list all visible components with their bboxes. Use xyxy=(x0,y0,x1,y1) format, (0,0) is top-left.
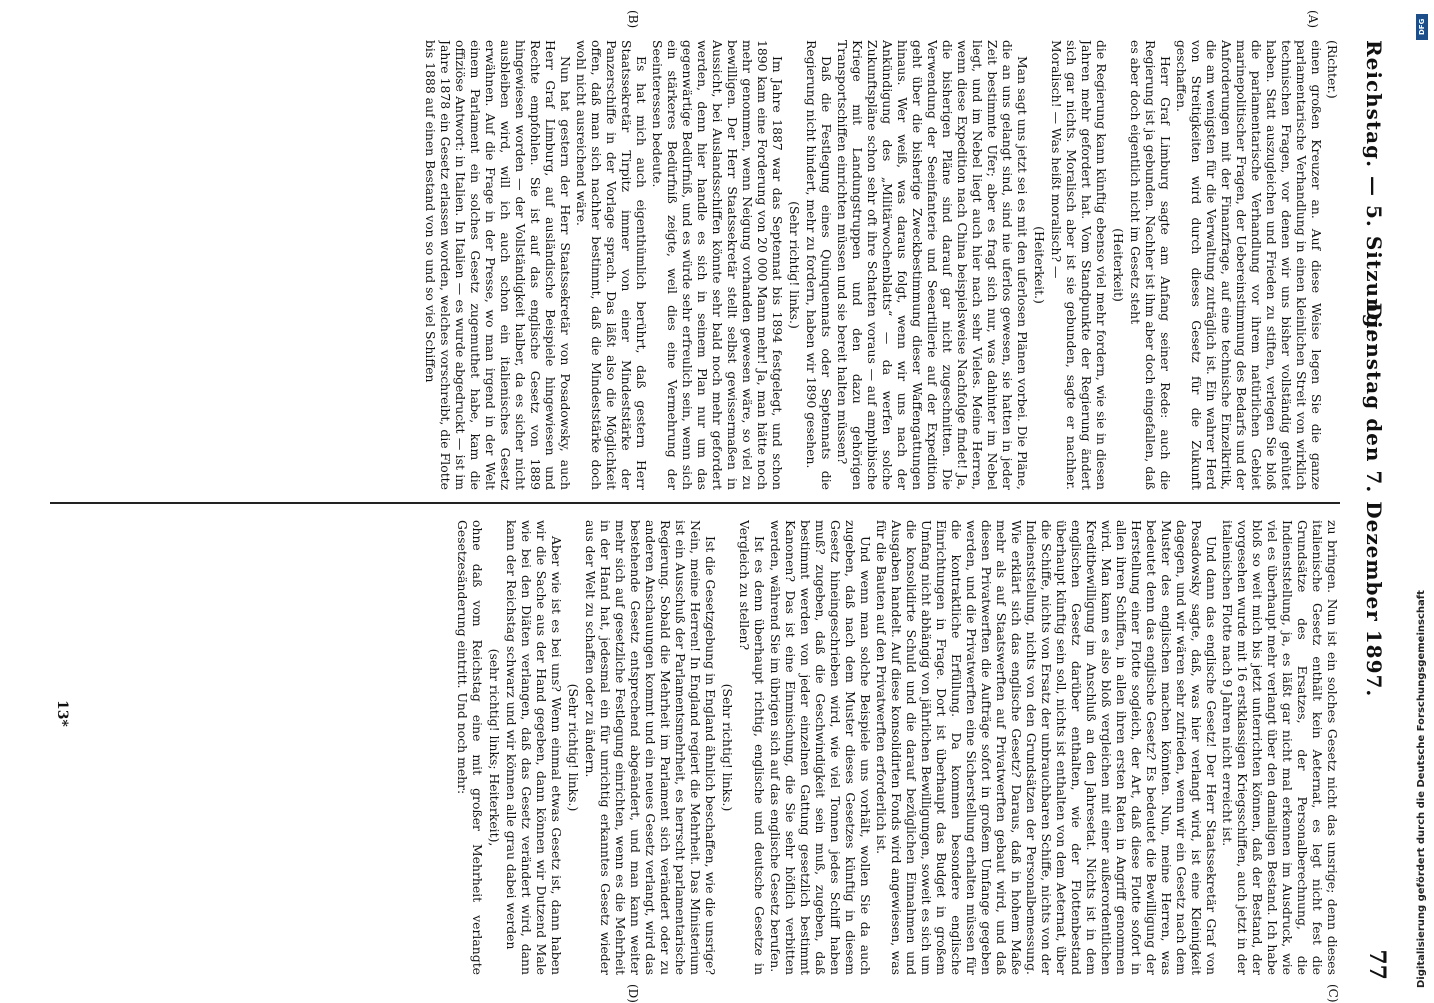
paragraph: Und dann das englische Gesetz! Der Herr Staatssekretär Graf von Posadowsky sagte, daß, was hier verlangt wird, ist eine Kleinigkeit dagegen, und wir wären sehr zufrieden, wenn wir ein Gesetz nach dem Muster des englischen machen könnten. Nun, meine Herren, was bedeutet denn das englische Gesetz? Es bedeutet die Bewilligung der Herstellung einer Flotte sogleich, der Art, daß diese Flotte sofort in allen ihren Schiffen, in allen ihren ersten Raten in Angriff genommen wird. Man kann es also bloß vergleichen mit einer außerordentlichen Kreditbewilligung im Anschluß an den Jahresetat. Nichts ist in dem englischen Gesetz darüber enthalten, wie der Flottenbestand überhaupt künftig sein soll, nichts ist enthalten von dem Aeternat, über die Schiffe, nichts von Ersatz der unbrauchbaren Schiffe, nichts von der Indienststellung, nichts von den Grundsätzen der Personalbemessung. Wie erklärt sich das englische Gesetz? Daraus, daß in hohem Maße mehr als auf Staatswerften auf Privatwerften gebaut wird, und daß diesen Privatwerften die Aufträge sofort in großem Umfange gegeben werden, und die Privatwerften eine Sicherstellung erhalten müssen für die kontraktliche Erfüllung. Da kommen besondere englische Einrichtungen in Frage. Dort ist überhaupt das Budget in großem Umfang nicht abhängig von jährlichen Bewilligungen, soweit es sich um die konsolidirte Schuld und die darauf bezüglichen Einnahmen und Ausgaben handelt. Auf diese konsolidirten Fonds wird angewiesen, was für die Bauten auf den Privatwerften erforderlich ist. xyxy=(874,520,1219,975)
dfg-credit-strip xyxy=(1414,8,1430,988)
paragraph: einen großen Kreuzer an. Auf diese Weise legen Sie die ganze parlamentarische Verhandlung in einen kleinlichen Streit von wirklich technischen Fragen, vor denen wir uns bisher vollständig gehütet haben. Statt auszugleichen und Frieden zu stiften, verlegen Sie bloß die parlamentarische Verhandlung vor ihrem natürlichen Gebiet marinepolitischer Fragen, der Uebereinstimmung des Bedarfs und der Anforderungen mit der Finanzfrage, auf eine technische Einzelkritik, die am wenigsten für die Verwaltung zuträglich ist. Ein wahrer Herd von Streitigkeiten wird durch dieses Gesetz für die Zukunft geschaffen. xyxy=(1174,40,1324,490)
interjection: (Heiterkeit) xyxy=(1111,228,1126,302)
margin-mark-a: (A) xyxy=(1306,10,1320,29)
page-header xyxy=(1348,0,1400,1000)
column-divider xyxy=(50,502,1340,504)
paragraph: Und wenn man solche Beispiele uns vorhält, wollen Sie da auch zugeben, daß nach dem Muster dieses Gesetzes künftig in diesem Gesetz hineingeschrieben wird, wie viel Tonnen jedes Schiff haben muß? zugeben, daß die Geschwindigkeit sein muß, zugeben, daß bestimmt werden von jeder einzelnen Gattung gesetzlich bestimmt Kanonen? Das ist eine Einmischung, die Sie sehr höflich verbitten werden, während Sie im übrigen sich auf das englische Gesetz berufen. xyxy=(768,520,873,975)
page-number: 77 xyxy=(1364,949,1390,980)
paragraph: Aber wie ist es bei uns? Wenn einmal etwas Gesetz ist, dann haben wir die Sache aus der Hand gegeben, dann können wir Dutzend Male wie bei den Diäten verlangen, daß das Gesetz verändert wird, dann kann der Reichstag schwarz und wir können alle grau dabei werden xyxy=(504,520,564,975)
speaker-label: (Richter.) xyxy=(1325,40,1340,99)
paragraph: Im Jahre 1887 war das Septennat bis 1894 festgelegt, und schon 1890 kam eine Forderung von 20 000 Mann mehr! Ja, man hätte noch mehr genommen, wenn Neigung vorhanden gewesen wäre, so viel zu bewilligen. Der Herr Staatssekretär stellt selbst gewissermaßen in Aussicht, bei Auslandsschiffen könnte sehr bald noch mehr gefordert werden, denn hier handle es sich in seinem Plan nur um das gegenwärtige Bedürfniß, und es würde sehr erfreulich sein, wenn sich ein stärkeres Bedürfniß zeigte, weil dies eine Vermehrung der Seeinteressen bedeute. xyxy=(650,40,785,490)
interjection: (Heiterkeit.) xyxy=(1032,226,1047,304)
paragraph: Herr Graf Limburg sagte am Anfang seiner Rede: auch die Regierung ist ja gebunden. Nachher ist ihm aber doch eingefallen, daß es aber doch eigentlich nicht im Gesetz steht xyxy=(1128,40,1173,490)
paragraph: Daß die Festlegung eines Quinquennats oder Septennats die Regierung nicht hindert, mehr zu fordern, haben wir 1890 gesehen. xyxy=(804,40,834,490)
paragraph: Man sagt uns jetzt sei es mit den uferlosen Plänen vorbei. Die Pläne, die an uns gelangt sind, sind nie uferlos gewesen, sie hatten in jeder Zeit bestimmte Ufer; aber es fragt sich nur, was dahinter im Nebel liegt, und im Nebel liegt auch hier nach sehr Vieles. Meine Herren, wenn diese Expedition nach China beispielsweise Nachfolge findet! Ja, die bisherigen Pläne sind darauf gar nicht zugeschnitten. Die Verwendung der Seeinfanterie und Seeartillerie auf der Expedition geht über die bisherige Zweckbestimmung dieser Waffengattungen hinaus. Wer weiß, was daraus folgt, wenn wir uns nach der Ankündigung des „Militärwochenblatts“ — da werfen solche Zukunftspläne schon sehr oft ihre Schatten voraus — auf amphibische Kriege mit Landungstruppen und den dazu gehörigen Transportschiffen einrichten müssen und sie bereit halten müssen? xyxy=(835,40,1030,490)
header-date: Dienstag den 7. Dezember 1897. xyxy=(1362,302,1386,698)
rotated-page xyxy=(15,0,1400,1003)
right-column xyxy=(40,520,1340,975)
paragraph: zu bringen. Nun ist ein solches Gesetz nicht das unsrige; denn dieses italienische Gesetz enthält kein Aeternat, es legt nicht fest die Grundsätze des Ersatzes, der Personalberechnung, die Indienststellung, ja, es läßt gar nicht mal erkennen im Ausdruck, wie viel es überhaupt mehr verlangt über den damaligen Bestand. Ich habe bloß so weit mich bis jetzt unterrichten können, daß der Bestand, der vorgesehen wurde mit 16 erstklassigen Kriegsschiffen, auch jetzt in der italienischen Flotte nach 9 Jahren nicht erreicht ist. xyxy=(1220,520,1340,975)
margin-mark-b: (B) xyxy=(626,10,640,29)
interjection: (Sehr richtig! links.) xyxy=(720,683,735,812)
paragraph: ohne daß vom Reichstag eine mit großer Mehrheit verlangte Gesetzesänderung eintritt. Und noch mehr: xyxy=(455,520,485,975)
dfg-logo-icon: DFG xyxy=(1416,14,1428,40)
sheet-number: 13* xyxy=(54,700,70,727)
margin-mark-c: (C) xyxy=(1326,984,1340,1003)
header-left: Reichstag. — 5. Sitzung. xyxy=(1362,40,1386,337)
paragraph: Ist die Gesetzgebung in England ähnlich beschaffen, wie die unsrige? Nein, meine Herren! In England regiert die Mehrheit. Das Ministerium ist ein Ausschuß der Parlamentsmehrheit, es herrscht parlamentarische Regierung. Sobald die Mehrheit im Parlament sich verändert oder zu anderen Anschauungen kommt und ein neues Gesetz verlangt, wird das bestehende Gesetz entsprechend abgeändert, und man kann weiter mehr sich auf gesetzliche Festlegung einrichten, wenn es die Mehrheit in der Hand hat, jedesmal ein für unrichtig erkanntes Gesetz wieder aus der Welt zu schaffen oder zu ändern. xyxy=(583,520,718,975)
interjection: (sehr richtig! links; Heiterkeit), xyxy=(487,648,502,847)
paragraph: Es hat mich auch eigenthümlich berührt, daß gestern Herr Staatssekretär Tirpitz immer von einer Mindeststärke der Panzerschiffe in der Vorlage sprach. Das läßt also die Möglichkeit offen, daß man sich nachher bestimmt, daß die Mindeststärke doch wohl nicht ausreichend wäre. xyxy=(574,40,649,490)
interjection: (Sehr richtig! links.) xyxy=(566,683,581,812)
margin-mark-d: (D) xyxy=(626,984,640,1003)
paragraph: Nun hat gestern der Herr Staatssekretär von Posadowsky, auch Herr Graf Limburg, auf ausländische Beispiele hingewiesen und Rechte empfohlen. Sie ist auf das englische Gesetz von 1889 hingewiesen worden — der Vollständigkeit halber, da es sicher nicht ausbleiben wird, will ich auch schon ein italienisches Gesetz erwähnen. Auf die Frage in der Presse, wo man irgend in der Welt einem Parlament ein solches Gesetz zugemuthet habe, kam die offiziöse Antwort: in Italien. In Italien — es wurde abgedruckt — ist im Jahre 1878 ein Gesetz erlassen worden, welches vorschreibt, die Flotte bis 1888 auf einen Bestand von so und so viel Schiffen xyxy=(423,40,573,490)
paragraph: die Regierung kann künftig ebenso viel mehr fordern, wie sie in diesen Jahren mehr gefordert hat. Vom Standpunkte der Regierung ändert sich gar nichts. Moralisch aber ist sie gebunden, sagte er nachher. Moralisch! — Was heißt moralisch? — xyxy=(1049,40,1109,490)
paragraph: Ist es denn überhaupt richtig, englische und deutsche Gesetze in Vergleich zu stellen? xyxy=(737,520,767,975)
dfg-credit-text: Digitalisierung gefördert durch die Deutsche Forschungsgemeinschaft xyxy=(1416,590,1427,988)
left-column xyxy=(40,40,1340,490)
interjection: (Sehr richtig! links.) xyxy=(787,201,802,329)
